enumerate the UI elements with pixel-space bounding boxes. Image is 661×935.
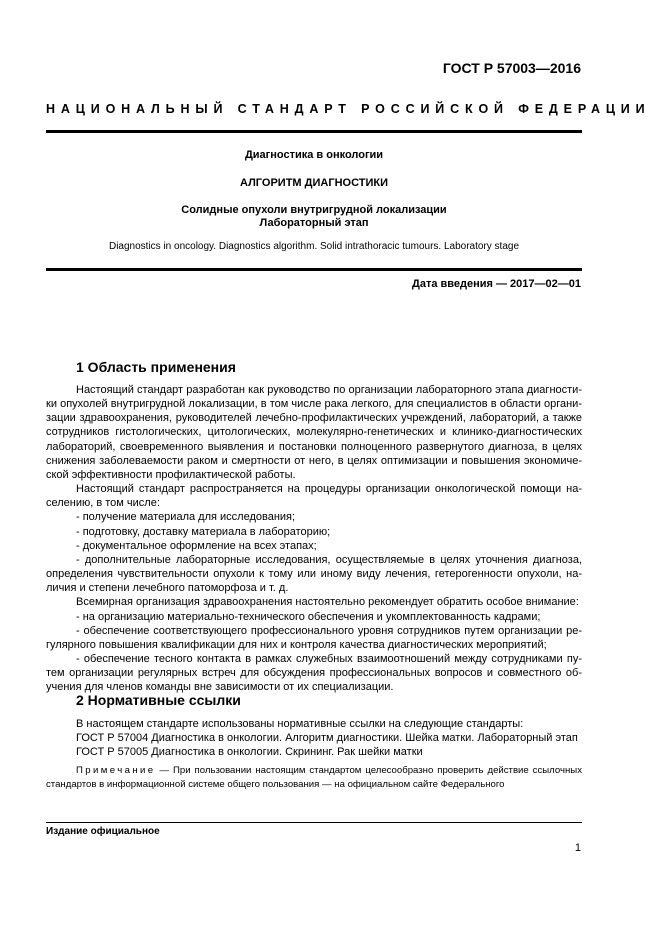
section-2-heading: 2 Нормативные ссылки	[76, 692, 241, 708]
list-item: - на организацию материально-технического обеспечения и укомплектованность кадрами;	[76, 610, 541, 623]
reference-intro: В настоящем стандарте использованы нормативные ссылки на следующие стандарты:	[76, 718, 524, 730]
page-number: 1	[574, 842, 581, 854]
list-item: - обеспечение соответствующего профессионального уровня сотрудников путем организации регулярного повышения квалификации для них и контроля качества диагностических мероприятий;	[46, 624, 582, 651]
title-line-2: АЛГОРИТМ ДИАГНОСТИКИ	[240, 177, 388, 189]
title-line-4: Лабораторный этап	[259, 217, 369, 229]
introduction-date: Дата введения — 2017—02—01	[412, 278, 581, 290]
reference-item: ГОСТ Р 57005 Диагностика в онкологии. Скрининг. Рак шейки матки	[76, 746, 423, 759]
section-2-body	[46, 717, 582, 760]
list-item: - дополнительные лабораторные исследования, осуществляемые в целях уточнения диагноза, определения чувствительности опухоли к тому или иному виду лечения, гетерогенности опухоли, наличия и степени лечебного патоморфоза и т. д.	[46, 553, 582, 595]
title-bottom-rule	[46, 268, 582, 271]
reference-item: ГОСТ Р 57004 Диагностика в онкологии. Алгоритм диагностики. Шейка матки. Лабораторный этап	[76, 732, 578, 745]
title-line-3: Солидные опухоли внутригрудной локализации	[181, 204, 447, 216]
title-line-1: Диагностика в онкологии	[244, 149, 384, 161]
note-label: Примечание	[76, 765, 156, 776]
note-text: — При пользовании настоящим стандартом целесообразно проверить действие ссылочных стандартов в информационной системе общего пользования — на официальном сайте Федерального	[46, 765, 582, 790]
section-1-paragraph: Настоящий стандарт разработан как руководство по организации лабораторного этапа диагностики опухолей внутригрудной локализации, в том числе рака легкого, для специалистов в области организации здравоохранения, руководителей лечебно-профилактических учреждений, лабораторий, а также сотрудников гистологических, цитологических, молекулярно-генетических и клинико-диагностических лабораторий, своевременного выявления и постановки полноценного развернутого диагноза, в целях снижения заболеваемости раком и смертности от него, в целях оптимизации и повышения экономической эффективности профилактической работы.	[46, 384, 582, 481]
section-1-heading: 1 Область применения	[76, 359, 236, 375]
section-1-body	[46, 383, 582, 694]
list-item: - подготовку, доставку материала в лабораторию;	[76, 525, 331, 538]
list-item: - документальное оформление на всех этапах;	[76, 539, 317, 552]
footer-rule	[46, 822, 582, 823]
official-edition-label: Издание официальное	[46, 826, 160, 837]
note	[46, 764, 582, 791]
english-title: Diagnostics in oncology. Diagnostics algorithm. Solid intrathoracic tumours. Laboratory stage	[108, 241, 519, 252]
list-item: - получение материала для исследования;	[76, 511, 296, 524]
section-1-paragraph: Настоящий стандарт распространяется на процедуры организации онкологической помощи населению, в том числе:	[46, 483, 582, 510]
top-rule	[46, 130, 582, 133]
gost-number: ГОСТ Р 57003—2016	[442, 60, 581, 76]
list-item: - обеспечение тесного контакта в рамках служебных взаимоотношений между сотрудниками путем организации регулярных встреч для обсуждения профессиональных вопросов и совместного обучения для членов команды вне зависимости от их специализации.	[46, 652, 582, 694]
section-1-paragraph: Всемирная организация здравоохранения настоятельно рекомендует обратить особое внимание:	[76, 596, 579, 609]
national-standard-heading: НАЦИОНАЛЬНЫЙ СТАНДАРТ РОССИЙСКОЙ ФЕДЕРАЦИИ	[46, 102, 651, 116]
